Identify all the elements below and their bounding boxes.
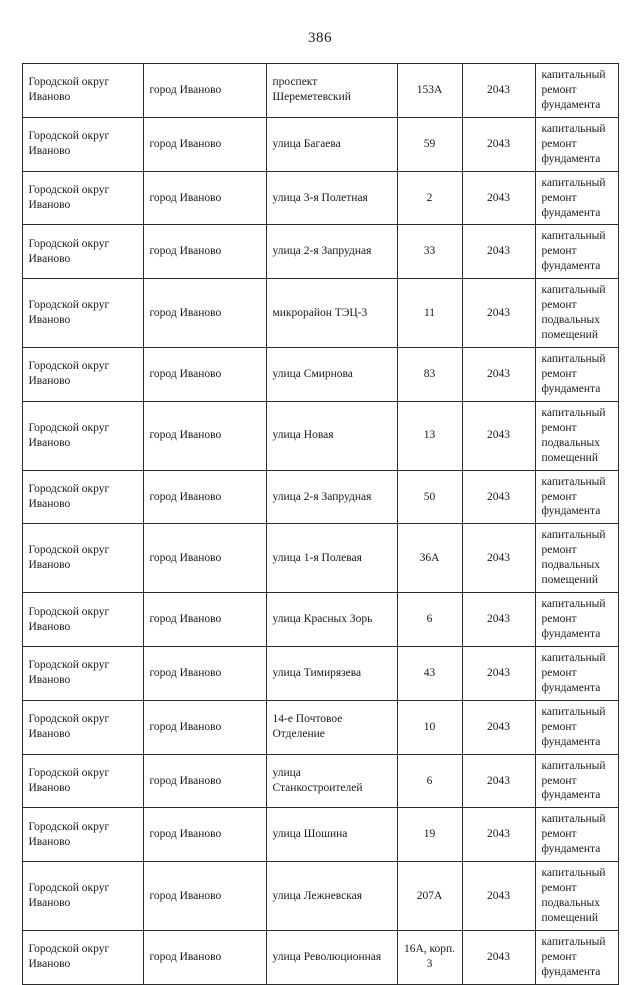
cell-district: Городской округ Иваново xyxy=(22,64,143,118)
cell-house-number: 6 xyxy=(397,754,462,808)
cell-work-type: капитальный ремонт фундамента xyxy=(535,646,618,700)
cell-house-number: 19 xyxy=(397,808,462,862)
cell-house-number: 50 xyxy=(397,470,462,524)
cell-city: город Иваново xyxy=(143,64,266,118)
cell-house-number: 11 xyxy=(397,279,462,348)
cell-house-number: 13 xyxy=(397,401,462,470)
cell-district: Городской округ Иваново xyxy=(22,117,143,171)
cell-district: Городской округ Иваново xyxy=(22,808,143,862)
cell-work-type: капитальный ремонт фундамента xyxy=(535,117,618,171)
cell-house-number: 2 xyxy=(397,171,462,225)
cell-work-type: капитальный ремонт подвальных помещений xyxy=(535,524,618,593)
cell-house-number: 16А, корп. 3 xyxy=(397,930,462,984)
cell-street: проспект Шереметевский xyxy=(266,64,397,118)
cell-district: Городской округ Иваново xyxy=(22,171,143,225)
cell-work-type: капитальный ремонт фундамента xyxy=(535,808,618,862)
cell-year: 2043 xyxy=(462,593,535,647)
cell-house-number: 207А xyxy=(397,862,462,931)
cell-year: 2043 xyxy=(462,225,535,279)
table-row xyxy=(22,808,618,862)
cell-city: город Иваново xyxy=(143,700,266,754)
cell-street: улица 1-я Полевая xyxy=(266,524,397,593)
cell-district: Городской округ Иваново xyxy=(22,593,143,647)
cell-house-number: 153А xyxy=(397,64,462,118)
cell-year: 2043 xyxy=(462,524,535,593)
cell-house-number: 6 xyxy=(397,593,462,647)
cell-work-type: капитальный ремонт фундамента xyxy=(535,930,618,984)
table-row xyxy=(22,171,618,225)
cell-house-number: 83 xyxy=(397,348,462,402)
cell-district: Городской округ Иваново xyxy=(22,279,143,348)
cell-work-type: капитальный ремонт фундамента xyxy=(535,470,618,524)
table-body xyxy=(22,64,618,985)
cell-work-type: капитальный ремонт фундамента xyxy=(535,171,618,225)
cell-city: город Иваново xyxy=(143,754,266,808)
cell-district: Городской округ Иваново xyxy=(22,524,143,593)
table-row xyxy=(22,754,618,808)
table-row xyxy=(22,64,618,118)
cell-year: 2043 xyxy=(462,470,535,524)
cell-year: 2043 xyxy=(462,754,535,808)
cell-city: город Иваново xyxy=(143,808,266,862)
cell-district: Городской округ Иваново xyxy=(22,862,143,931)
cell-year: 2043 xyxy=(462,348,535,402)
table-row xyxy=(22,470,618,524)
cell-street: микрорайон ТЭЦ-3 xyxy=(266,279,397,348)
cell-work-type: капитальный ремонт подвальных помещений xyxy=(535,401,618,470)
cell-year: 2043 xyxy=(462,700,535,754)
cell-street: 14-е Почтовое Отделение xyxy=(266,700,397,754)
cell-street: улица Красных Зорь xyxy=(266,593,397,647)
cell-city: город Иваново xyxy=(143,171,266,225)
cell-street: улица Тимирязева xyxy=(266,646,397,700)
cell-year: 2043 xyxy=(462,862,535,931)
cell-street: улица Шошина xyxy=(266,808,397,862)
table-row xyxy=(22,862,618,931)
cell-work-type: капитальный ремонт фундамента xyxy=(535,64,618,118)
cell-house-number: 43 xyxy=(397,646,462,700)
cell-year: 2043 xyxy=(462,646,535,700)
cell-city: город Иваново xyxy=(143,117,266,171)
table-row xyxy=(22,646,618,700)
cell-work-type: капитальный ремонт фундамента xyxy=(535,348,618,402)
cell-street: улица Смирнова xyxy=(266,348,397,402)
cell-year: 2043 xyxy=(462,117,535,171)
cell-district: Городской округ Иваново xyxy=(22,225,143,279)
cell-street: улица 3-я Полетная xyxy=(266,171,397,225)
table-row xyxy=(22,700,618,754)
cell-year: 2043 xyxy=(462,279,535,348)
table-row xyxy=(22,401,618,470)
table-row xyxy=(22,117,618,171)
cell-work-type: капитальный ремонт фундамента xyxy=(535,700,618,754)
cell-year: 2043 xyxy=(462,401,535,470)
cell-district: Городской округ Иваново xyxy=(22,754,143,808)
cell-city: город Иваново xyxy=(143,930,266,984)
cell-year: 2043 xyxy=(462,930,535,984)
table-row xyxy=(22,524,618,593)
cell-house-number: 33 xyxy=(397,225,462,279)
table-row xyxy=(22,348,618,402)
table-row xyxy=(22,225,618,279)
cell-house-number: 59 xyxy=(397,117,462,171)
cell-house-number: 10 xyxy=(397,700,462,754)
cell-city: город Иваново xyxy=(143,470,266,524)
cell-city: город Иваново xyxy=(143,401,266,470)
cell-work-type: капитальный ремонт фундамента xyxy=(535,593,618,647)
cell-street: улица Станкостроителей xyxy=(266,754,397,808)
cell-street: улица Багаева xyxy=(266,117,397,171)
cell-city: город Иваново xyxy=(143,279,266,348)
cell-street: улица 2-я Запрудная xyxy=(266,470,397,524)
cell-street: улица Новая xyxy=(266,401,397,470)
cell-city: город Иваново xyxy=(143,348,266,402)
cell-city: город Иваново xyxy=(143,862,266,931)
cell-district: Городской округ Иваново xyxy=(22,930,143,984)
table-row xyxy=(22,279,618,348)
cell-house-number: 36А xyxy=(397,524,462,593)
cell-district: Городской округ Иваново xyxy=(22,401,143,470)
cell-street: улица Революционная xyxy=(266,930,397,984)
table-row xyxy=(22,593,618,647)
cell-district: Городской округ Иваново xyxy=(22,470,143,524)
page-number: 386 xyxy=(308,30,332,46)
cell-street: улица 2-я Запрудная xyxy=(266,225,397,279)
cell-work-type: капитальный ремонт подвальных помещений xyxy=(535,279,618,348)
cell-city: город Иваново xyxy=(143,524,266,593)
cell-city: город Иваново xyxy=(143,593,266,647)
repair-schedule-table xyxy=(22,63,619,985)
cell-work-type: капитальный ремонт фундамента xyxy=(535,754,618,808)
cell-year: 2043 xyxy=(462,64,535,118)
cell-year: 2043 xyxy=(462,171,535,225)
table-row xyxy=(22,930,618,984)
cell-district: Городской округ Иваново xyxy=(22,348,143,402)
cell-district: Городской округ Иваново xyxy=(22,646,143,700)
cell-work-type: капитальный ремонт подвальных помещений xyxy=(535,862,618,931)
cell-street: улица Лежневская xyxy=(266,862,397,931)
cell-city: город Иваново xyxy=(143,646,266,700)
cell-year: 2043 xyxy=(462,808,535,862)
cell-district: Городской округ Иваново xyxy=(22,700,143,754)
cell-city: город Иваново xyxy=(143,225,266,279)
cell-work-type: капитальный ремонт фундамента xyxy=(535,225,618,279)
